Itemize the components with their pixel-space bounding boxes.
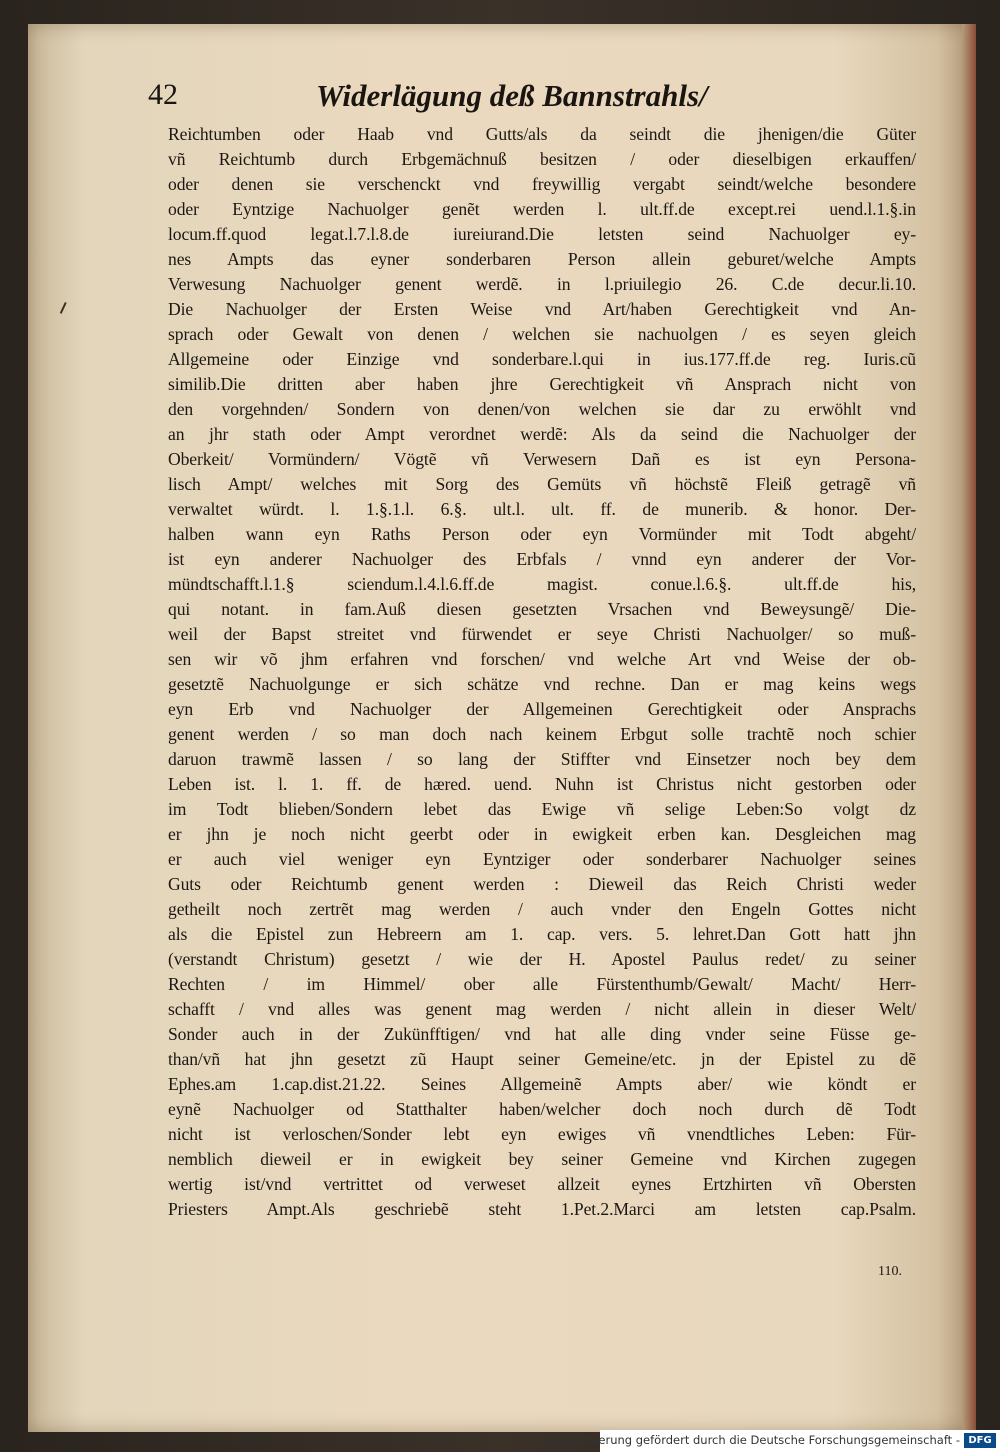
text-line: ist eyn anderer Nachuolger des Erbfals / vnnd eyn anderer der Vor- (168, 549, 916, 569)
text-line: eynẽ Nachuolger od Statthalter haben/welcher doch noch durch dẽ Todt (168, 1099, 916, 1119)
text-line: Allgemeine oder Einzige vnd sonderbare.l.qui in ius.177.ff.de reg. Iuris.cũ (168, 349, 916, 369)
text-line: er auch viel weniger eyn Eyntziger oder sonderbarer Nachuolger seines (168, 849, 916, 869)
text-line: oder denen sie verschenckt vnd freywillig vergabt seindt/welche besondere (168, 174, 916, 194)
text-line: nemblich dieweil er in ewigkeit bey seiner Gemeine vnd Kirchen zugegen (168, 1149, 916, 1169)
text-line: mündtschafft.l.1.§ sciendum.l.4.l.6.ff.de magist. conue.l.6.§. ult.ff.de his, (168, 574, 916, 594)
text-line: an jhr stath oder Ampt verordnet werdẽ: Als da seind die Nachuolger der (168, 424, 916, 444)
page-header (148, 78, 838, 122)
running-title: Widerlägung deß Bannstrahls/ (316, 78, 708, 113)
catchword: 110. (878, 1264, 902, 1279)
text-line: schafft / vnd alles was genent mag werden / nicht allein in dieser Welt/ (168, 999, 916, 1019)
text-line: Verwesung Nachuolger genent werdẽ. in l.priuilegio 26. C.de decur.li.10. (168, 274, 916, 294)
text-line: nicht ist verloschen/Sonder lebt eyn ewiges vñ vnendtliches Leben: Für- (168, 1124, 916, 1144)
text-line: Priesters Ampt.Als geschriebẽ steht 1.Pet.2.Marci am letsten cap.Psalm. (168, 1199, 916, 1219)
text-line: lisch Ampt/ welches mit Sorg des Gemüts vñ höchstẽ Fleiß getragẽ vñ (168, 474, 916, 494)
page-edge (962, 24, 976, 1432)
text-line: Ephes.am 1.cap.dist.21.22. Seines Allgemeinẽ Ampts aber/ wie köndt er (168, 1074, 916, 1094)
text-line: sen wir võ jhm erfahren vnd forschen/ vnd welche Art vnd Weise der ob- (168, 649, 916, 669)
page-number: 42 (148, 78, 178, 111)
body-text (168, 122, 916, 1222)
text-line: als die Epistel zun Hebreern am 1. cap. vers. 5. lehret.Dan Gott hatt jhn (168, 924, 916, 944)
text-line: verwaltet würdt. l. 1.§.1.l. 6.§. ult.l. ult. ff. de munerib. & honor. Der- (168, 499, 916, 519)
text-line: Guts oder Reichtumb genent werden : Dieweil das Reich Christi weder (168, 874, 916, 894)
text-line: qui notant. in fam.Auß diesen gesetzten Vrsachen vnd Beweysungẽ/ Die- (168, 599, 916, 619)
text-line: similib.Die dritten aber haben jhre Gerechtigkeit vñ Ansprach nicht von (168, 374, 916, 394)
text-line: sprach oder Gewalt von denen / welchen sie nachuolgen / es seyen gleich (168, 324, 916, 344)
text-line: Die Nachuolger der Ersten Weise vnd Art/haben Gerechtigkeit vnd An- (168, 299, 916, 319)
text-line: wertig ist/vnd vertrittet od verweset allzeit eynes Ertzhirten vñ Obersten (168, 1174, 916, 1194)
text-line: Leben ist. l. 1. ff. de hæred. uend. Nuhn ist Christus nicht gestorben oder (168, 774, 916, 794)
text-line: nes Ampts das eyner sonderbaren Person allein geburet/welche Ampts (168, 249, 916, 269)
text-line: genent werden / so man doch nach keinem Erbgut solle trachtẽ noch schier (168, 724, 916, 744)
text-line: gesetztẽ Nachuolgunge er sich schätze vnd rechne. Dan er mag keins wegs (168, 674, 916, 694)
text-line: than/vñ hat jhn gesetzt zũ Haupt seiner Gemeine/etc. jn der Epistel zu dẽ (168, 1049, 916, 1069)
text-line: Rechten / im Himmel/ ober alle Fürstenthumb/Gewalt/ Macht/ Herr- (168, 974, 916, 994)
text-line: getheilt noch zertrẽt mag werden / auch vnder den Engeln Gottes nicht (168, 899, 916, 919)
text-line: daruon trawmẽ lassen / so lang der Stiffter vnd Einsetzer noch bey dem (168, 749, 916, 769)
text-line: locum.ff.quod legat.l.7.l.8.de iureiurand.Die letsten seind Nachuolger ey- (168, 224, 916, 244)
text-line: oder Eyntzige Nachuolger genẽt werden l. ult.ff.de except.rei uend.l.1.§.in (168, 199, 916, 219)
text-line: im Todt blieben/Sondern lebet das Ewige vñ selige Leben:So volgt dz (168, 799, 916, 819)
text-line: den vorgehnden/ Sondern von denen/von welchen sie dar zu erwöhlt vnd (168, 399, 916, 419)
text-line: weil der Bapst streitet vnd fürwendet er seye Christi Nachuolger/ so muß- (168, 624, 916, 644)
footer-bar (548, 1430, 1000, 1452)
dfg-logo: DFG (964, 1433, 996, 1448)
text-line: Sonder auch in der Zukünfftigen/ vnd hat alle ding vnder seine Füsse ge- (168, 1024, 916, 1044)
text-line: er jhn je noch nicht geerbt oder in ewigkeit erben kan. Desgleichen mag (168, 824, 916, 844)
text-line: halben wann eyn Raths Person oder eyn Vormünder mit Todt abgeht/ (168, 524, 916, 544)
text-line: Reichtumben oder Haab vnd Gutts/als da seindt die jhenigen/die Güter (168, 124, 916, 144)
text-line: (verstandt Christum) gesetzt / wie der H. Apostel Paulus redet/ zu seiner (168, 949, 916, 969)
text-line: vñ Reichtumb durch Erbgemächnuß besitzen / oder dieselbigen erkauffen/ (168, 149, 916, 169)
text-line: eyn Erb vnd Nachuolger der Allgemeinen Gerechtigkeit oder Ansprachs (168, 699, 916, 719)
footer-credit: Digitalisierung gefördert durch die Deutsche Forschungsgemeinschaft - (548, 1433, 960, 1447)
text-line: Oberkeit/ Vormündern/ Vögtẽ vñ Verwesern Dañ es ist eyn Persona- (168, 449, 916, 469)
